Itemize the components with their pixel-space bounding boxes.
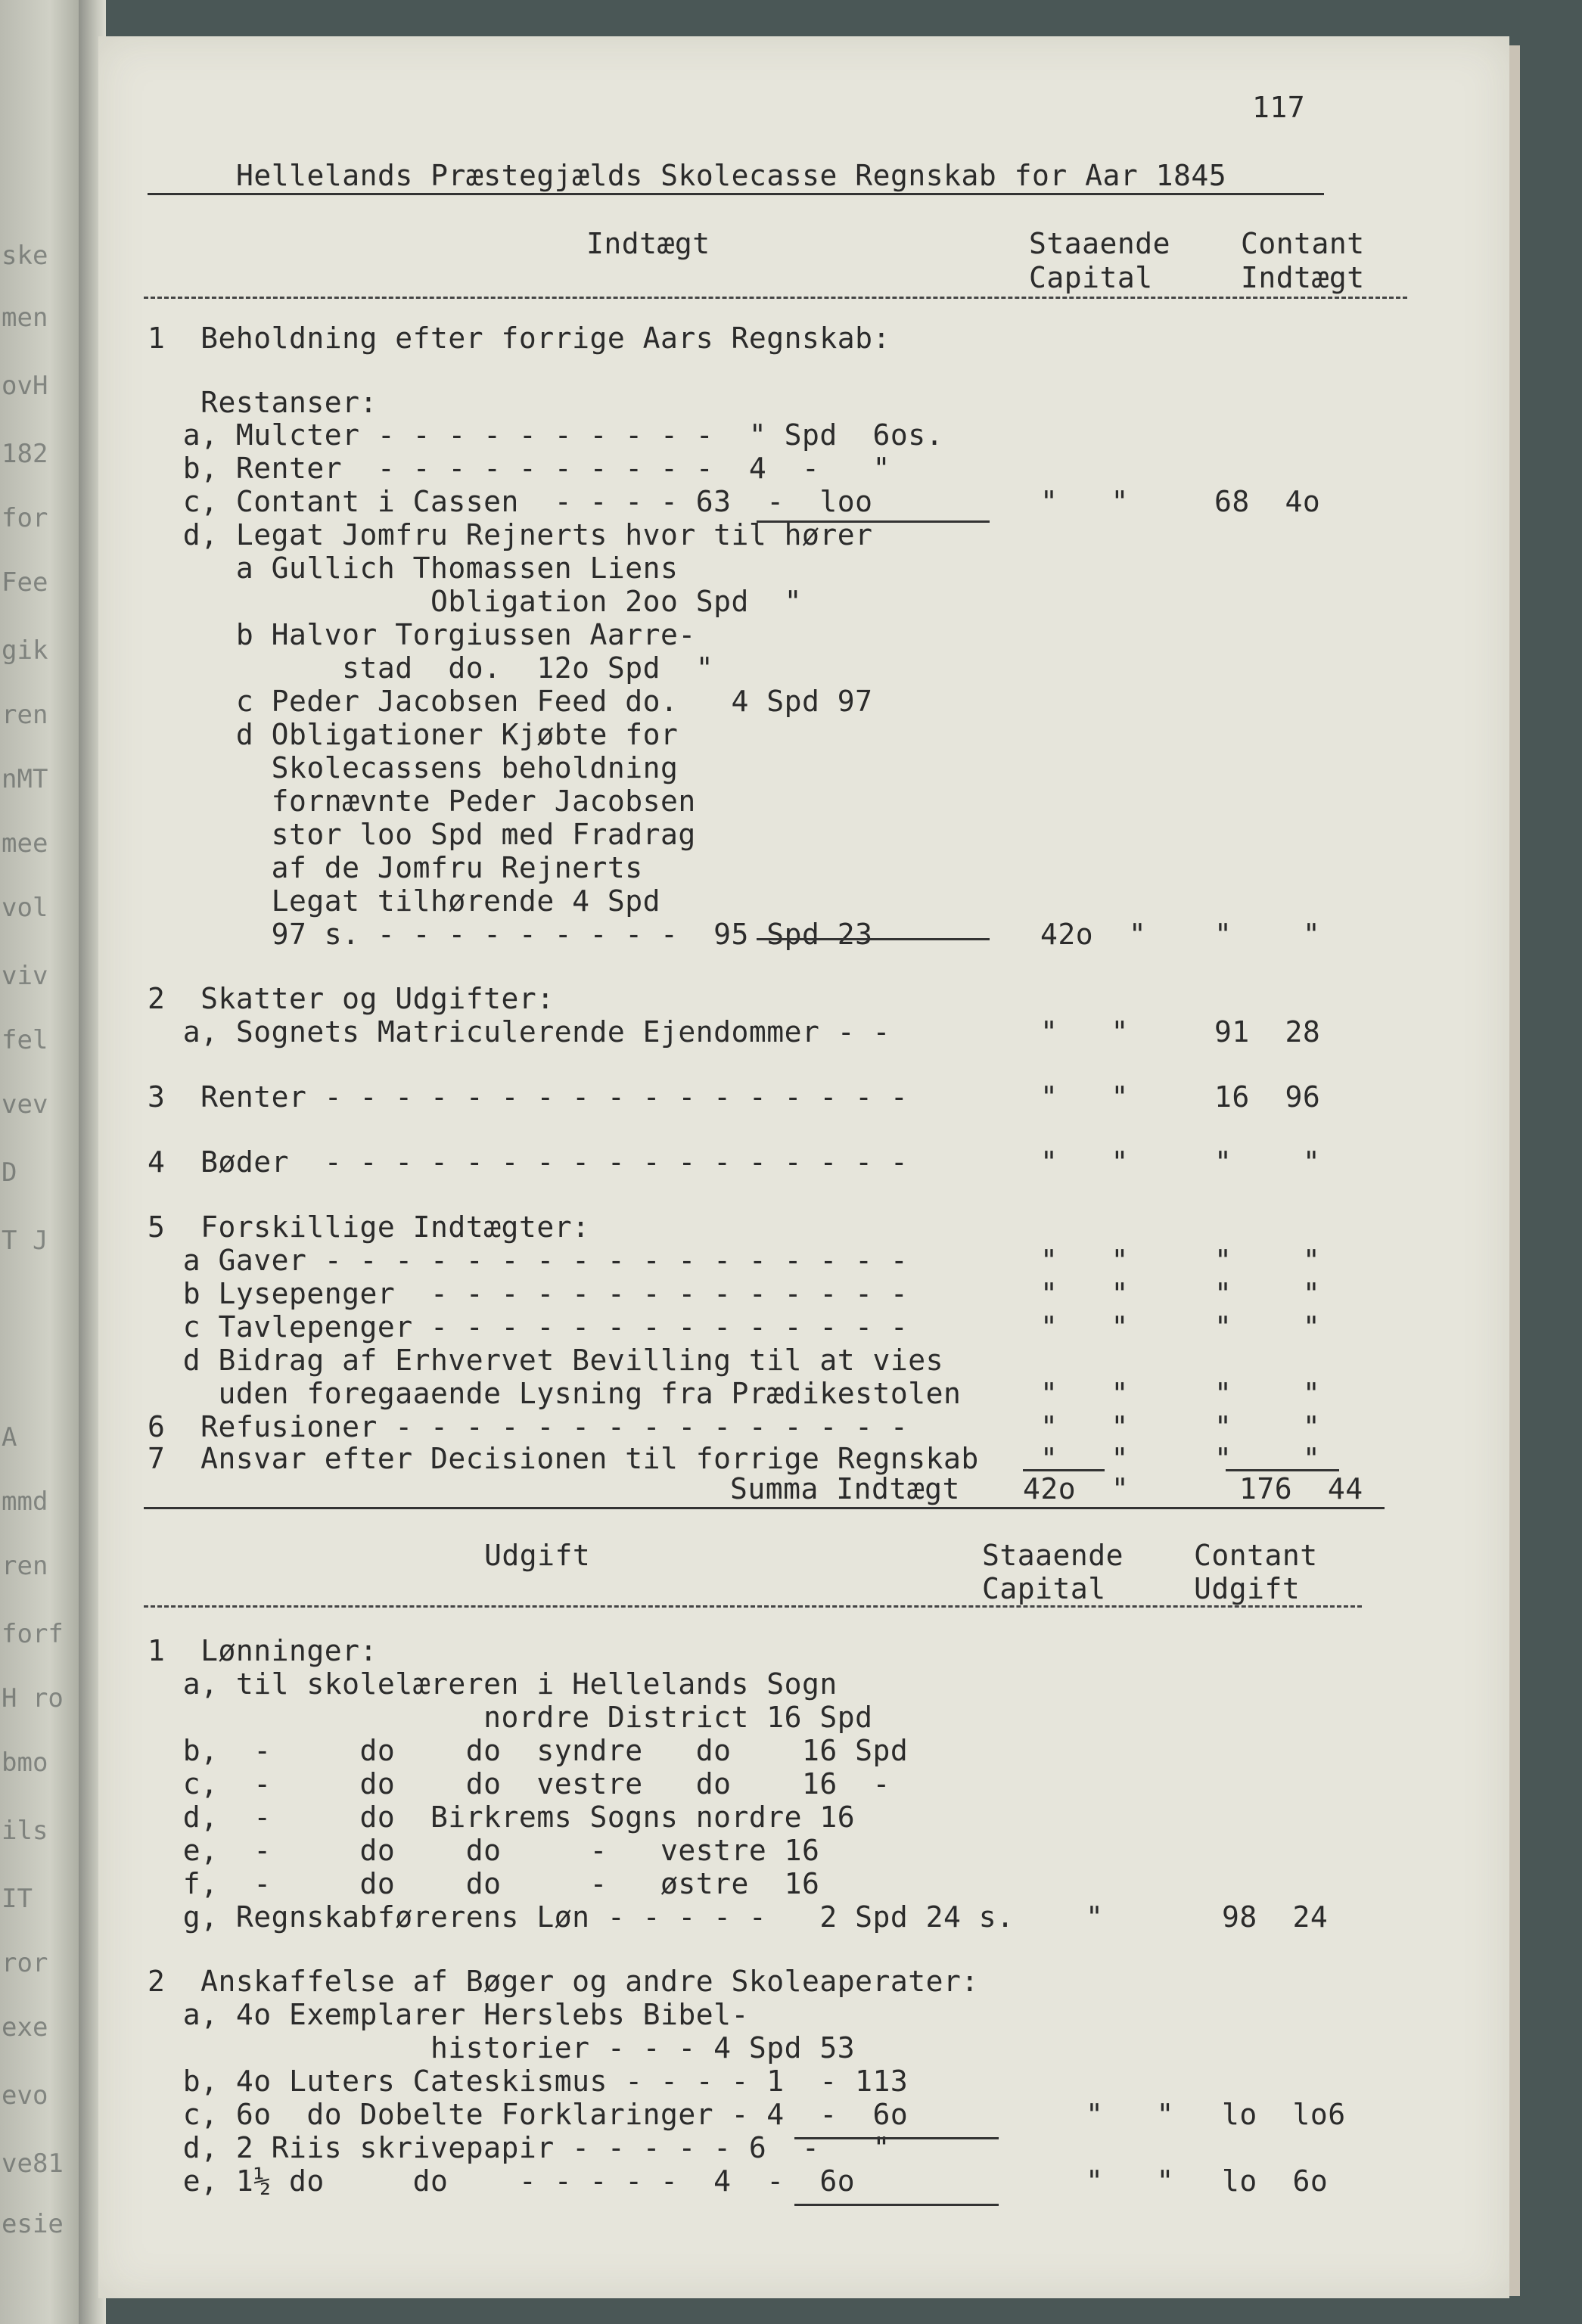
cash-amount: " ": [1214, 1277, 1321, 1310]
ledger-line-text: stad do. 12o Spd ": [148, 651, 714, 685]
subtotal-rule: [794, 2137, 999, 2139]
ledger-line-text: c, 6o do Dobelte Forklaringer - 4 - 6o: [148, 2098, 909, 2131]
ledger-line-text: c Tavlepenger - - - - - - - - - - - - - -: [148, 1310, 909, 1344]
bleed-through-text: ve81: [2, 2148, 64, 2179]
ledger-line-text: b, 4o Luters Cateskismus - - - - 1 - 113: [148, 2065, 909, 2098]
expense-header-rule: [144, 1605, 1362, 1608]
cash-amount: 68 4o: [1214, 485, 1321, 518]
income-sum-cash: 176 44: [1239, 1472, 1363, 1505]
bleed-through-text: evo: [2, 2080, 48, 2111]
bleed-through-text: 182: [2, 439, 48, 469]
ledger-line-text: e, 1½ do do - - - - - 4 - 6o: [148, 2164, 856, 2198]
bleed-through-text: vev: [2, 1089, 48, 1120]
cash-amount: lo lo6: [1222, 2098, 1346, 2131]
ledger-line-text: a, Mulcter - - - - - - - - - - " Spd 6os.: [148, 418, 944, 452]
capital-amount: " ": [1040, 1310, 1129, 1344]
expense-col1-head: Capital: [982, 1572, 1106, 1605]
bleed-through-text: ovH: [2, 371, 48, 401]
ledger-line-text: 7 Ansvar efter Decisionen til forrige Regnskab: [148, 1442, 979, 1475]
capital-amount: " ": [1040, 1442, 1129, 1475]
cash-amount: 16 96: [1214, 1080, 1321, 1114]
ledger-line-text: 1 Lønninger:: [148, 1634, 378, 1667]
ledger-line-text: g, Regnskabførerens Løn - - - - - 2 Spd 24 s.: [148, 1900, 1015, 1934]
bleed-through-text: men: [2, 303, 48, 333]
ledger-line-text: stor loo Spd med Fradrag: [148, 818, 696, 851]
ledger-line-text: 3 Renter - - - - - - - - - - - - - - - - -: [148, 1080, 909, 1114]
cash-amount: " ": [1214, 1442, 1321, 1475]
income-header-rule: [144, 297, 1407, 299]
bleed-through-text: H ro: [2, 1683, 64, 1713]
cash-amount: lo 6o: [1222, 2164, 1329, 2198]
bleed-through-text: IT: [2, 1884, 33, 1914]
ledger-line-text: 6 Refusioner - - - - - - - - - - - - - - -: [148, 1410, 909, 1443]
page-edge: [1509, 45, 1520, 2296]
ledger-line-text: Obligation 2oo Spd ": [148, 585, 802, 618]
bleed-through-text: forf: [2, 1619, 64, 1649]
capital-amount: " ": [1086, 2164, 1174, 2198]
ledger-line-text: f, - do do - østre 16: [148, 1867, 820, 1900]
ledger-line-text: fornævnte Peder Jacobsen: [148, 785, 696, 818]
cash-amount: " ": [1214, 1244, 1321, 1277]
ledger-line-text: nordre District 16 Spd: [148, 1701, 873, 1734]
sum-rule: [1226, 1469, 1339, 1471]
bleed-through-text: esie: [2, 2209, 64, 2239]
capital-amount: " ": [1086, 2098, 1174, 2131]
ledger-line-text: Restanser:: [148, 386, 378, 419]
bleed-through-text: nMT: [2, 764, 48, 794]
ledger-line-text: b, Renter - - - - - - - - - - 4 - ": [148, 452, 890, 485]
bleed-through-text: viv: [2, 961, 48, 991]
bleed-through-text: D: [2, 1157, 17, 1188]
ledger-line-text: b Lysepenger - - - - - - - - - - - - - -: [148, 1277, 909, 1310]
bleed-through-text: exe: [2, 2012, 48, 2043]
ledger-line-text: Legat tilhørende 4 Spd: [148, 884, 660, 918]
ledger-line-text: 4 Bøder - - - - - - - - - - - - - - - - -: [148, 1145, 909, 1179]
bleed-through-text: ils: [2, 1816, 48, 1846]
bleed-through-text: ror: [2, 1948, 48, 1978]
sum-rule: [1023, 1469, 1105, 1471]
cash-amount: " ": [1214, 1410, 1321, 1443]
cash-amount: 91 28: [1214, 1015, 1321, 1049]
bleed-through-text: mee: [2, 828, 48, 859]
capital-amount: " ": [1040, 1410, 1129, 1443]
ledger-line-text: b, - do do syndre do 16 Spd: [148, 1734, 909, 1767]
bleed-through-text: gik: [2, 635, 48, 666]
ledger-line-text: d Bidrag af Erhvervet Bevilling til at vies: [148, 1344, 944, 1377]
bleed-through-text: for: [2, 503, 48, 533]
income-col2-head: Indtægt: [1241, 261, 1365, 294]
capital-amount: 42o ": [1040, 918, 1147, 951]
income-col1-head: Capital: [1029, 261, 1153, 294]
ledger-line-text: uden foregaaende Lysning fra Prædikestolen: [148, 1377, 962, 1410]
expense-col1-head: Staaende: [982, 1539, 1124, 1572]
expense-col2-head: Contant: [1194, 1539, 1318, 1572]
bleed-through-text: mmd: [2, 1487, 48, 1517]
page-title: Hellelands Præstegjælds Skolecasse Regnskab for Aar 1845: [236, 159, 1227, 192]
capital-amount: ": [1086, 1900, 1104, 1934]
subtotal-rule: [757, 938, 990, 940]
adjacent-page: [0, 0, 83, 2324]
bleed-through-text: ren: [2, 1551, 48, 1581]
cash-amount: " ": [1214, 1145, 1321, 1179]
bleed-through-text: Fee: [2, 567, 48, 598]
income-col2-head: Contant: [1241, 227, 1365, 260]
subtotal-rule: [757, 520, 990, 523]
expense-col2-head: Udgift: [1194, 1572, 1301, 1605]
ledger-line-text: e, - do do - vestre 16: [148, 1834, 820, 1867]
income-end-rule: [144, 1507, 1385, 1509]
ledger-line-text: c Peder Jacobsen Feed do. 4 Spd 97: [148, 685, 873, 718]
subtotal-rule: [794, 2204, 999, 2206]
page-number: 117: [1252, 91, 1306, 124]
expense-heading: Udgift: [484, 1539, 591, 1572]
capital-amount: " ": [1040, 1145, 1129, 1179]
ledger-line-text: a, Sognets Matriculerende Ejendommer - -: [148, 1015, 890, 1049]
title-rule: [148, 193, 1324, 195]
bleed-through-text: ske: [2, 241, 48, 271]
ledger-line-text: a Gullich Thomassen Liens: [148, 551, 679, 585]
ledger-line-text: a Gaver - - - - - - - - - - - - - - - - -: [148, 1244, 909, 1277]
ledger-line-text: a, 4o Exemplarer Herslebs Bibel-: [148, 1998, 749, 2031]
ledger-line-text: c, Contant i Cassen - - - - 63 - loo: [148, 485, 873, 518]
ledger-line-text: Skolecassens beholdning: [148, 751, 679, 785]
capital-amount: " ": [1040, 1080, 1129, 1114]
ledger-line-text: d, 2 Riis skrivepapir - - - - - 6 - ": [148, 2131, 890, 2164]
ledger-line-text: 5 Forskillige Indtægter:: [148, 1210, 590, 1244]
cash-amount: " ": [1214, 918, 1321, 951]
bleed-through-text: vol: [2, 893, 48, 923]
ledger-line-text: d, - do Birkrems Sogns nordre 16: [148, 1800, 856, 1834]
capital-amount: " ": [1040, 1015, 1129, 1049]
bleed-through-text: T J: [2, 1226, 48, 1256]
cash-amount: 98 24: [1222, 1900, 1329, 1934]
ledger-line-text: a, til skolelæreren i Hellelands Sogn: [148, 1667, 838, 1701]
bleed-through-text: ren: [2, 700, 48, 730]
cash-amount: " ": [1214, 1310, 1321, 1344]
ledger-line-text: d, Legat Jomfru Rejnerts hvor til hører: [148, 518, 873, 551]
capital-amount: " ": [1040, 1277, 1129, 1310]
bleed-through-text: A: [2, 1422, 17, 1452]
ledger-line-text: d Obligationer Kjøbte for: [148, 718, 679, 751]
cash-amount: " ": [1214, 1377, 1321, 1410]
ledger-line-text: 2 Skatter og Udgifter:: [148, 982, 555, 1015]
income-heading: Indtægt: [586, 227, 710, 260]
ledger-line-text: 1 Beholdning efter forrige Aars Regnskab:: [148, 322, 890, 355]
ledger-line-text: 97 s. - - - - - - - - - 95 Spd 23: [148, 918, 873, 951]
income-col1-head: Staaende: [1029, 227, 1171, 260]
ledger-line-text: af de Jomfru Rejnerts: [148, 851, 643, 884]
ledger-line-text: c, - do do vestre do 16 -: [148, 1767, 890, 1800]
ledger-line-text: 2 Anskaffelse af Bøger og andre Skoleaperater:: [148, 1965, 979, 1998]
income-sum-capital: 42o ": [1023, 1472, 1130, 1505]
capital-amount: " ": [1040, 1244, 1129, 1277]
capital-amount: " ": [1040, 485, 1129, 518]
ledger-line-text: b Halvor Torgiussen Aarre-: [148, 618, 696, 651]
income-sum-label: Summa Indtægt: [730, 1472, 960, 1505]
ledger-line-text: historier - - - 4 Spd 53: [148, 2031, 856, 2065]
capital-amount: " ": [1040, 1377, 1129, 1410]
bleed-through-text: bmo: [2, 1748, 48, 1778]
bleed-through-text: fel: [2, 1025, 48, 1055]
